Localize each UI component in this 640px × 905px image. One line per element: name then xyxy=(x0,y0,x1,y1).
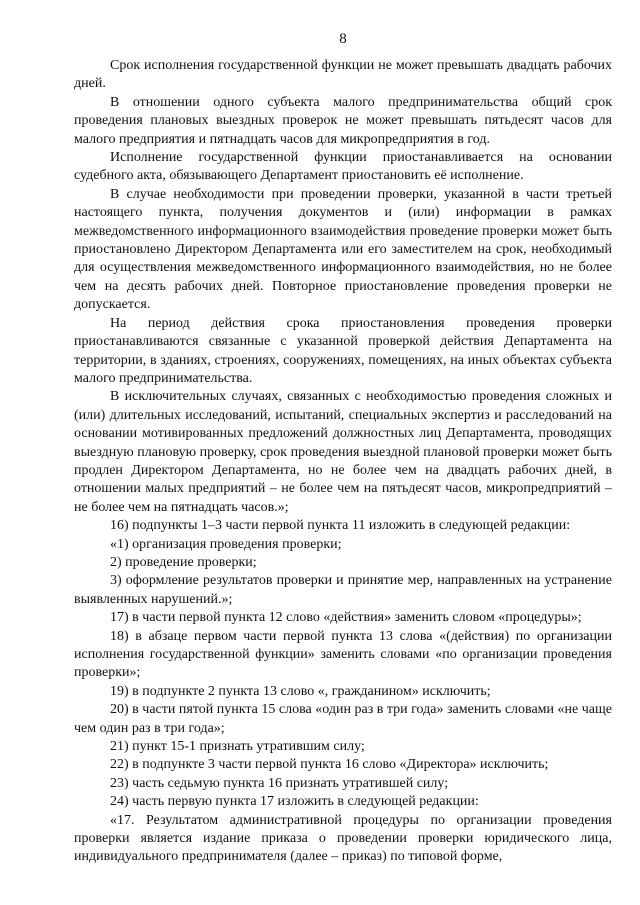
page-number: 8 xyxy=(339,31,347,47)
paragraph: Срок исполнения государственной функции не может превышать двадцать рабочих дней. xyxy=(74,58,612,92)
paragraph: 23) часть седьмую пункта 16 признать утратившей силу; xyxy=(110,775,449,791)
paragraph: 2) проведение проверки; xyxy=(110,554,257,570)
paragraph: В отношении одного субъекта малого предпринимательства общий срок проведения плановых выездных проверок не может превышать пятьдесят часов для малого предприятия и пятнадцать часов для микропредприятия в год. xyxy=(74,94,612,147)
document-page xyxy=(74,30,612,867)
paragraph: 21) пункт 15-1 признать утратившим силу; xyxy=(110,739,365,755)
paragraph: 17) в части первой пункта 12 слово «действия» заменить словом «процедуры»; xyxy=(110,610,582,626)
paragraph: 18) в абзаце первом части первой пункта 13 слова «(действия) по организации исполнения государственной функции» заменить словами «по организации проведения проверки»; xyxy=(74,628,612,681)
paragraph: 22) в подпункте 3 части первой пункта 16 слово «Директора» исключить; xyxy=(110,757,549,773)
paragraph: «17. Результатом административной процедуры по организации проведения проверки является издание приказа о проведении проверки юридического лица, индивидуального предпринимателя (далее – приказ) по типовой форме, xyxy=(74,812,612,865)
paragraph: Исполнение государственной функции приостанавливается на основании судебного акта, обязывающего Департамент приостановить её исполнение. xyxy=(74,150,612,184)
paragraph: 20) в части пятой пункта 15 слова «один раз в три года» заменить словами «не чаще чем один раз в три года»; xyxy=(74,702,612,736)
paragraph: На период действия срока приостановления проведения проверки приостанавливаются связанные с указанной проверкой действия Департамента на территории, в зданиях, строениях, сооружениях, помещениях, на иных объектах субъекта малого предпринимательства. xyxy=(74,315,612,386)
paragraph: 19) в подпункте 2 пункта 13 слово «, гражданином» исключить; xyxy=(110,683,491,699)
paragraph: В исключительных случаях, связанных с необходимостью проведения сложных и (или) длительных исследований, испытаний, специальных экспертиз и расследований на основании мотивированных предложений должностных лиц Департамента, проводящих выездную плановую проверку, срок проведения выездной плановой проверки может быть продлен Директором Департамента, но не более чем на двадцать рабочих дней, в отношении малых предприятий – не более чем на пятьдесят часов, микропредприятий – не более чем на пятнадцать часов.»; xyxy=(74,389,612,515)
paragraph: 16) подпункты 1–3 части первой пункта 11 изложить в следующей редакции: xyxy=(110,518,571,534)
paragraph: «1) организация проведения проверки; xyxy=(110,536,342,552)
paragraph: 3) оформление результатов проверки и принятие мер, направленных на устранение выявленных нарушений.»; xyxy=(74,573,612,607)
paragraph: В случае необходимости при проведении проверки, указанной в части третьей настоящего пункта, получения документов и (или) информации в рамках межведомственного информационного взаимодействия проведение проверки может быть приостановлено Директором Департамента или его заместителем на срок, необходимый для осуществления межведомственного информационного взаимодействия, но не более чем на десять рабочих дней. Повторное приостановление проведения проверки не допускается. xyxy=(74,186,612,313)
paragraph: 24) часть первую пункта 17 изложить в следующей редакции: xyxy=(110,794,479,810)
